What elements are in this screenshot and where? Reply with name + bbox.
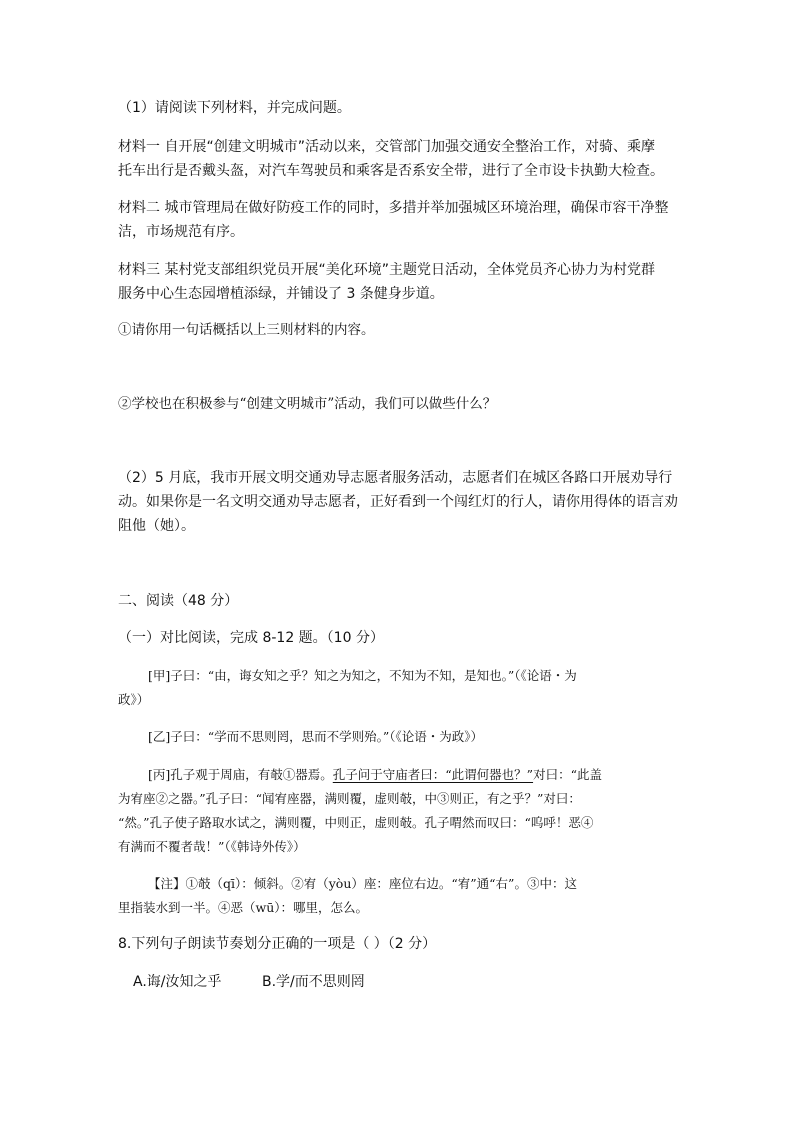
material-3-line-1: 材料三 某村党支部组织党员开展“美化环境”主题党日活动，全体党员齐心协力为村党群 [118,262,655,278]
part-title: （一）对比阅读，完成 8-12 题。（10 分） [118,630,384,646]
material-2-line-2: 洁，市场规范有序。 [118,224,244,240]
material-2-line-1: 材料二 城市管理局在做好防疫工作的同时，多措并举加强城区环境治理，确保市容干净整 [118,200,669,216]
text-bing-line-2: 为宥座②之器。”孔子曰：“闻宥座器，满则覆，虚则攲，中③则正，有之乎？”对曰： [118,791,581,806]
q8-stem: 8.下列句子朗读节奏划分正确的一项是（ ）（2 分） [118,936,437,952]
material-1-line-2: 托车出行是否戴头盔，对汽车驾驶员和乘客是否系安全带，进行了全市设卡执勤大检查。 [118,163,664,179]
material-3-line-2: 服务中心生态园增植添绿，并铺设了 3 条健身步道。 [118,286,444,302]
note-line-2: 里指装水到一半。④恶（wū）：哪里，怎么。 [118,900,369,915]
text-bing-line-1 [148,765,602,785]
text-bing-line-1-start: [丙]孔子观于周庙，有攲①器焉。 [148,767,333,782]
sub-question-2: ②学校也在积极参与“创建文明城市”活动，我们可以做些什么？ [118,396,497,412]
q2-line-3: 阻他（她）。 [118,518,195,534]
q1-intro: （1）请阅读下列材料，并完成问题。 [118,100,351,116]
text-jia-line-2: 政》） [118,692,150,707]
q2-line-1: （2）5 月底，我市开展文明交通劝导志愿者服务活动，志愿者们在城区各路口开展劝导行 [118,470,673,486]
text-bing-underlined: 孔子问于守庙者曰：“此谓何器也？” [332,767,534,782]
q8-option-b: B.学/而不思则罔 [262,974,365,990]
text-bing-line-3: “然。”孔子使子路取水试之，满则覆，中则正，虚则攲。孔子喟然而叹曰：“呜呼！恶④ [118,815,594,830]
q8-option-a: A.诲/汝知之乎 [133,974,222,990]
sub-question-1: ①请你用一句话概括以上三则材料的内容。 [118,322,375,338]
text-bing-line-4: 有满而不覆者哉！”（《韩诗外传》） [118,839,306,854]
text-jia-line-1: [甲]子曰：“由，诲女知之乎？知之为知之，不知为不知，是知也。”（《论语・为 [148,668,577,683]
note-line-1: 【注】①攲（qī）：倾斜。②宥（yòu）座：座位右边。“宥”通“右”。③中：这 [148,876,577,891]
section-title: 二、阅读（48 分） [118,593,239,609]
text-yi: [乙]子曰：“学而不思则罔，思而不学则殆。”（《论语・为政》） [148,729,484,744]
material-1-line-1: 材料一 自开展“创建文明城市”活动以来，交管部门加强交通安全整治工作，对骑、乘摩 [118,139,655,155]
text-bing-line-1-end: 对曰：“此盖 [533,767,602,782]
q2-line-2: 动。如果你是一名文明交通劝导志愿者，正好看到一个闯红灯的行人，请你用得体的语言劝 [118,494,678,510]
